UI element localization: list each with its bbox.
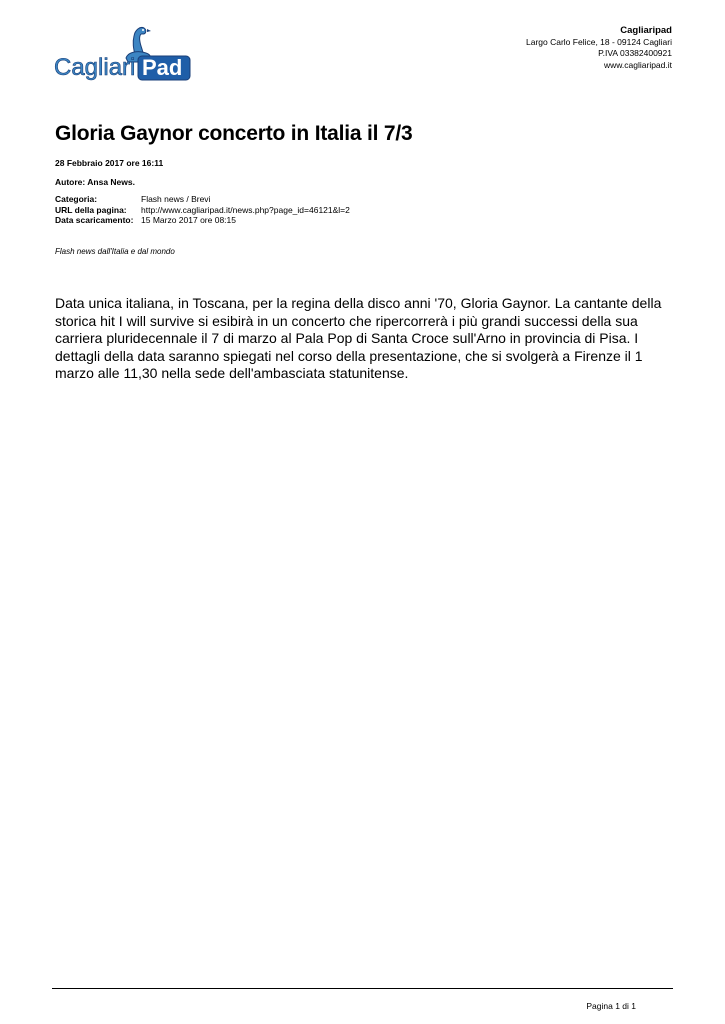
company-website[interactable]: www.cagliaripad.it [603,59,672,70]
meta-row-category [55,194,350,205]
logo-text-cagliari: Cagliari [54,54,136,81]
logo-text-pad: Pad [142,55,183,80]
page-number: Pagina 1 di 1 [586,1001,636,1011]
cagliaripad-logo[interactable] [52,22,192,84]
meta-row-url [55,205,350,216]
article-date: 28 Febbraio 2017 ore 16:11 [55,158,164,168]
company-info [526,25,672,71]
meta-label: URL della pagina: [55,204,127,215]
article-body: Data unica italiana, in Toscana, per la regina della disco anni '70, Gloria Gaynor. La cantante della storica hit I will survive si esibirà in un concerto che ripercorrerà i più grandi successi della sua carriera pluridecennale il 7 di marzo al Pala Pop di Santa Croce sull'Arno in provincia di Pisa. I dettagli della data saranno spiegati nel corso della presentazione, che si svolgerà a Firenze il 1 marzo alle 11,30 nella sede dell'ambasciata statunitense. [55,295,662,381]
meta-label: Categoria: [55,194,98,204]
article-title: Gloria Gaynor concerto in Italia il 7/3 [55,122,413,145]
company-name: Cagliaripad [620,25,672,36]
company-address: Largo Carlo Felice, 18 - 09124 Cagliari [526,36,672,47]
meta-label: Data scaricamento: [55,215,134,225]
meta-value: Flash news / Brevi [141,194,211,204]
meta-url-link[interactable]: http://www.cagliaripad.it/news.php?page_id=46121&l=2 [141,204,350,215]
footer-divider [52,988,673,989]
article-meta [55,194,350,226]
meta-row-download-date [55,215,350,226]
meta-value: 15 Marzo 2017 ore 08:15 [141,215,236,225]
company-vat: P.IVA 03382400921 [598,48,672,58]
article-section-subtitle: Flash news dall'Italia e dal mondo [55,247,175,256]
article-author: Autore: Ansa News. [55,177,135,187]
